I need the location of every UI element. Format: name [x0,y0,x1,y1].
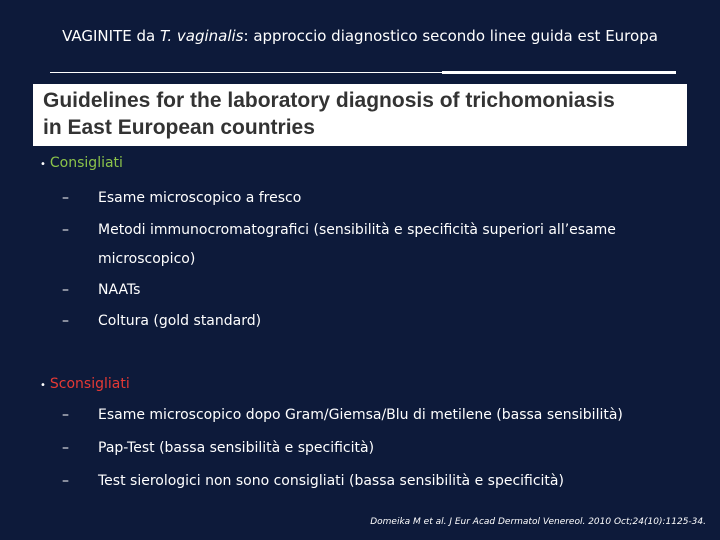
bullet-icon: • [40,380,46,391]
recommended-item [62,282,140,298]
not-recommended-heading-label: Sconsigliati [49,376,130,392]
not-recommended-item [62,473,564,489]
recommended-item-label: NAATs [98,282,141,298]
title-rule-thick [442,71,676,74]
recommended-item [62,313,261,329]
not-recommended-item-label: Pap-Test (bassa sensibilità e specificità) [98,440,375,456]
dash-icon: – [62,282,69,298]
recommended-heading-label: Consigliati [49,155,123,171]
paper-title-line2: in East European countries [43,116,315,139]
dash-icon: – [62,473,69,489]
dash-icon: – [62,440,69,456]
paper-title-box [33,84,687,146]
recommended-item [62,190,301,206]
dash-icon: – [62,222,69,238]
paper-title-line1: Guidelines for the laboratory diagnosis of trichomoniasis [43,89,615,112]
citation: Domeika M et al. J Eur Acad Dermatol Venereol. 2010 Oct;24(10):1125-34. [370,517,706,527]
title-suffix: : approccio diagnostico secondo linee guida est Europa [243,27,658,45]
title-rule-thin [50,72,442,73]
title-prefix: VAGINITE da [62,27,160,45]
not-recommended-heading [40,376,130,392]
recommended-item-label: Esame microscopico a fresco [98,190,302,206]
title-species: T. vaginalis [159,27,244,45]
slide-title [0,27,720,45]
not-recommended-item [62,407,623,423]
recommended-item-label: Metodi immunocromatografici (sensibilità e specificità superiori all’esame [98,222,616,238]
dash-icon: – [62,407,69,423]
dash-icon: – [62,313,69,329]
recommended-item-label: Coltura (gold standard) [98,313,262,329]
recommended-heading [40,155,123,171]
not-recommended-item-label: Esame microscopico dopo Gram/Giemsa/Blu di metilene (bassa sensibilità) [98,407,623,423]
bullet-icon: • [40,159,46,170]
dash-icon: – [62,190,69,206]
recommended-item [62,222,616,238]
recommended-item-continuation: microscopico) [98,251,196,267]
not-recommended-item-label: Test sierologici non sono consigliati (bassa sensibilità e specificità) [98,473,564,489]
not-recommended-item [62,440,374,456]
